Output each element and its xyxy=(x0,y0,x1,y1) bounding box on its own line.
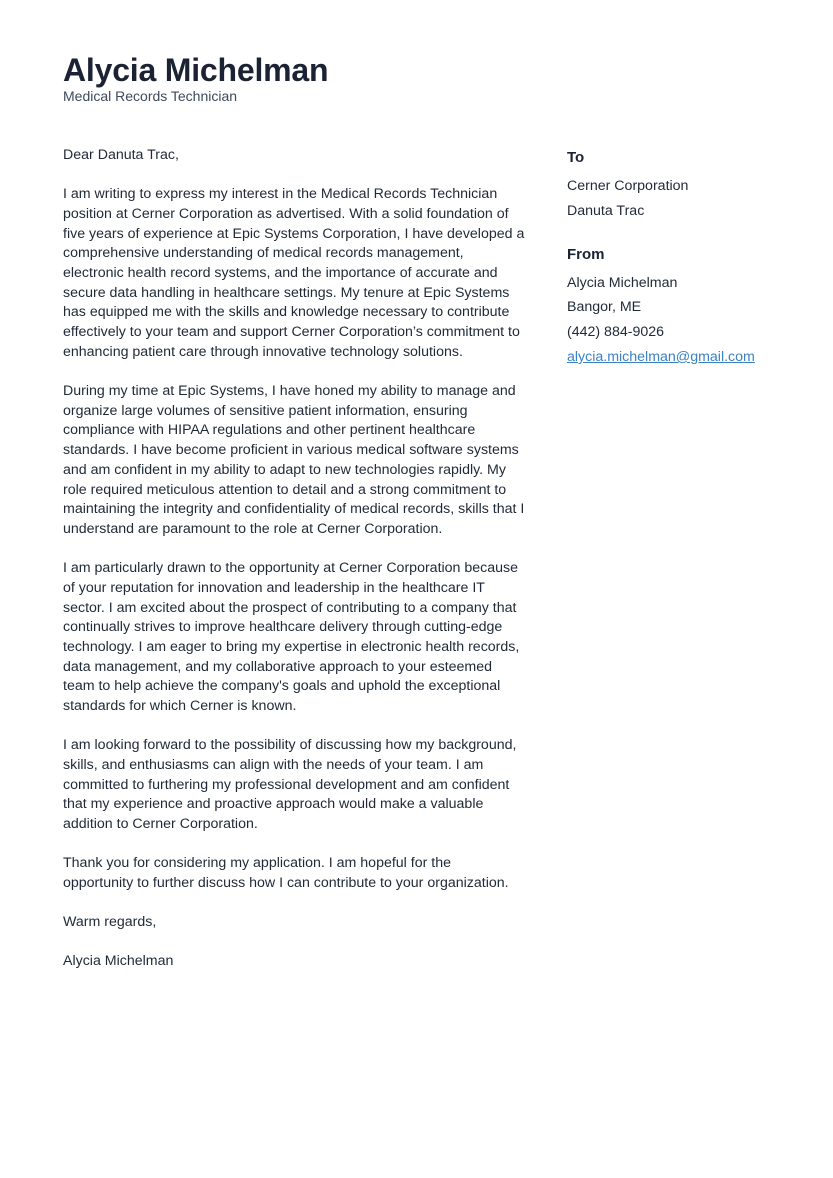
recipient-block xyxy=(567,147,797,224)
applicant-job-title: Medical Records Technician xyxy=(63,88,238,104)
recipient-heading: To xyxy=(567,149,585,166)
letter-body xyxy=(63,146,525,972)
recipient-contact: Danuta Trac xyxy=(567,202,645,219)
letter-paragraph-2: During my time at Epic Systems, I have honed my ability to manage and organize large volumes of sensitive patient information, ensuring compliance with HIPAA regulations and other pertinent healthcare standards. I have become proficient in various medical software systems and am confident in my ability to adapt to new technologies rapidly. My role required meticulous attention to detail and a strong commitment to maintaining the integrity and confidentiality of medical records, skills that I understand are paramount to the role at Cerner Corporation. xyxy=(63,383,525,537)
sender-phone: (442) 884-9026 xyxy=(567,324,665,341)
letter-paragraph-3: I am particularly drawn to the opportunity at Cerner Corporation because of your reputation for innovation and leadership in the healthcare IT sector. I am excited about the prospect of contributing to a company that continually strives to improve healthcare delivery through cutting-edge technology. I am eager to bring my expertise in electronic health records, data management, and my collaborative approach to your esteemed team to help achieve the company's goals and uphold the exceptional standards for which Cerner is known. xyxy=(63,560,520,715)
sender-email-link[interactable]: alycia.michelman@gmail.com xyxy=(567,348,755,365)
sender-name: Alycia Michelman xyxy=(567,274,678,291)
letter-greeting: Dear Danuta Trac, xyxy=(63,147,179,163)
sender-location: Bangor, ME xyxy=(567,299,642,316)
sender-block xyxy=(567,244,797,370)
recipient-company: Cerner Corporation xyxy=(567,178,689,194)
letter-closing: Warm regards, xyxy=(63,914,157,931)
applicant-name: Alycia Michelman xyxy=(63,52,329,88)
sender-heading: From xyxy=(567,245,605,263)
letter-paragraph-4: I am looking forward to the possibility of discussing how my background, skills, and enthusiasms can align with the needs of your team. I am committed to furthering my professional development and am confident that my experience and proactive approach would make a valuable addition to Cerner Corporation. xyxy=(63,737,517,833)
contact-sidebar xyxy=(567,147,797,390)
letter-paragraph-1: I am writing to express my interest in the Medical Records Technician position at Cerner Corporation as advertised. With a solid foundation of five years of experience at Epic Systems Corporation, I have developed a comprehensive understanding of medical records management, electronic health record systems, and the importance of accurate and secure data handling in healthcare settings. My tenure at Epic Systems has equipped me with the skills and knowledge necessary to contribute effectively to your team and support Cerner Corporation’s commitment to enhancing patient care through innovative technology solutions. xyxy=(63,186,525,360)
letter-paragraph-5: Thank you for considering my application. I am hopeful for the opportunity to further discuss how I can contribute to your organization. xyxy=(63,855,509,891)
letter-signature: Alycia Michelman xyxy=(63,953,174,970)
